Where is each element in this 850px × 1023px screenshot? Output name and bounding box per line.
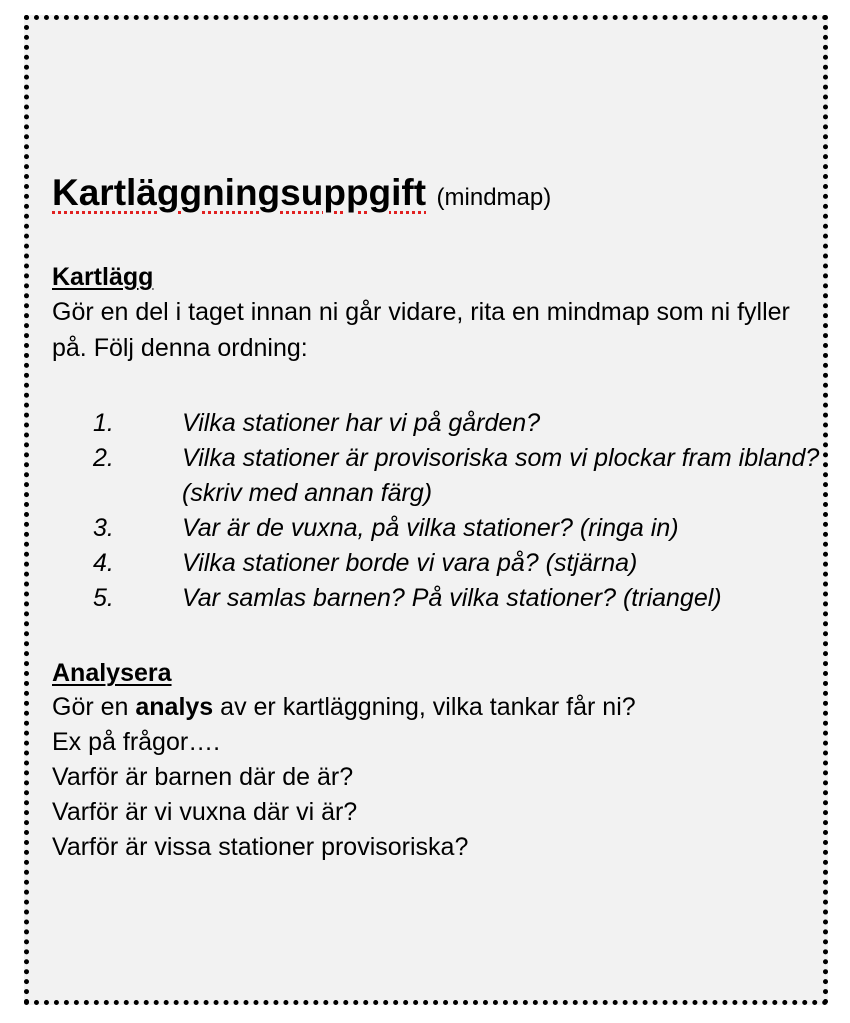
- analysera-intro-end: av er kartläggning, vilka tankar får ni?: [213, 693, 636, 721]
- list-item: [52, 441, 822, 511]
- list-item: [52, 511, 822, 546]
- question-line: Varför är barnen där de är?: [52, 763, 354, 791]
- list-item: [52, 406, 822, 441]
- analysera-intro-start: Gör en: [52, 693, 136, 721]
- step-number: 1.: [93, 409, 114, 437]
- title-line: [52, 172, 822, 222]
- list-item: [52, 581, 822, 616]
- list-item: [52, 546, 822, 581]
- step-text: Vilka stationer är provisoriska som vi plockar fram ibland? (skriv med annan färg): [182, 444, 820, 507]
- step-text: Var är de vuxna, på vilka stationer? (ringa in): [182, 514, 679, 542]
- page-subtitle: (mindmap): [436, 184, 552, 211]
- question-line: Varför är vi vuxna där vi är?: [52, 798, 358, 826]
- section-heading-analysera: Analysera: [52, 659, 172, 687]
- step-number: 2.: [93, 444, 114, 472]
- step-text: Var samlas barnen? På vilka stationer? (triangel): [182, 584, 722, 612]
- page-title: Kartläggningsuppgift: [52, 172, 427, 213]
- steps-list: [52, 406, 822, 616]
- document-content: [52, 172, 822, 865]
- step-number: 5.: [93, 584, 114, 612]
- kartlagg-intro: Gör en del i taget innan ni går vidare, rita en mindmap som ni fyller på. Följ denna ordning:: [52, 298, 790, 362]
- analysera-intro: [52, 690, 822, 725]
- step-text: Vilka stationer har vi på gården?: [182, 409, 541, 437]
- step-number: 3.: [93, 514, 114, 542]
- step-text: Vilka stationer borde vi vara på? (stjärna): [182, 549, 638, 577]
- question-line: Ex på frågor….: [52, 728, 221, 756]
- section-heading-kartlagg: Kartlägg: [52, 263, 154, 291]
- step-number: 4.: [93, 549, 114, 577]
- analysera-intro-bold: analys: [135, 693, 214, 721]
- question-line: Varför är vissa stationer provisoriska?: [52, 833, 469, 861]
